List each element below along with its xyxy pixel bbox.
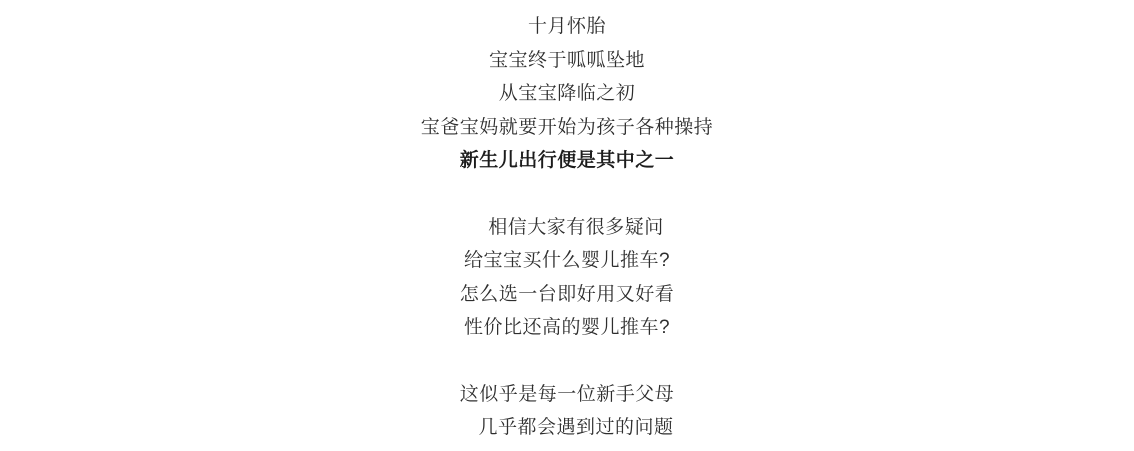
- article-content: [421, 10, 714, 445]
- text-line: 相信大家有很多疑问: [488, 216, 664, 238]
- text-line: 几乎都会遇到过的问题: [478, 417, 674, 438]
- paragraph-spacer: [421, 178, 714, 211]
- text-line: 从宝宝降临之初: [498, 83, 636, 104]
- text-line: 怎么选一台即好用又好看: [459, 283, 675, 305]
- paragraph-spacer: [421, 345, 714, 378]
- text-line: 十月怀胎: [527, 16, 606, 37]
- text-line: 这似乎是每一位新手父母: [459, 383, 675, 405]
- text-block: [421, 211, 714, 345]
- text-block: [421, 10, 714, 178]
- text-line: 性价比还高的婴儿推车?: [463, 317, 671, 338]
- text-line: 宝爸宝妈就要开始为孩子各种操持: [420, 116, 714, 138]
- text-line: 给宝宝买什么婴儿推车?: [463, 250, 671, 271]
- text-block: [421, 378, 714, 445]
- text-line: 宝宝终于呱呱坠地: [488, 49, 645, 71]
- text-line: 新生儿出行便是其中之一: [459, 150, 675, 171]
